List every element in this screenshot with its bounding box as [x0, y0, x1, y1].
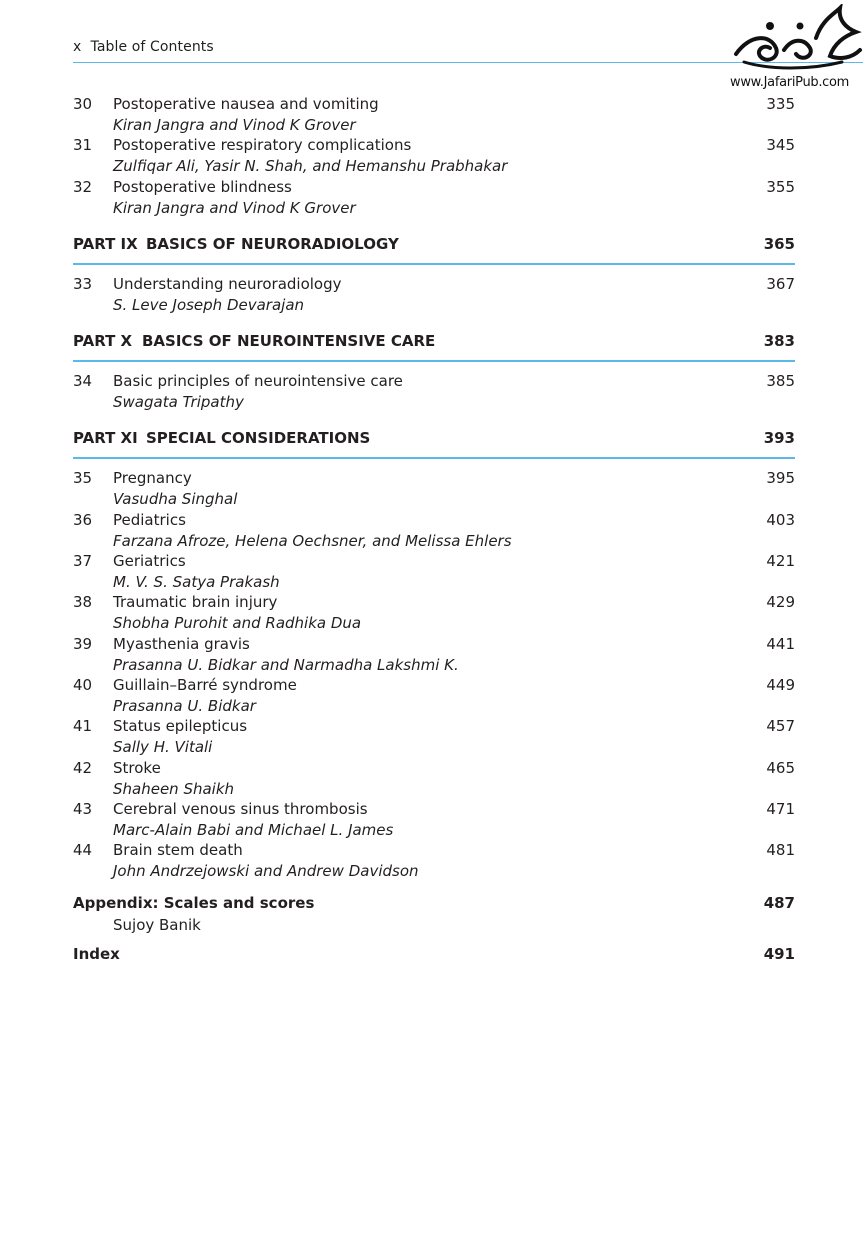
- page-number: 457: [766, 717, 795, 736]
- chapter-title: Postoperative nausea and vomiting: [113, 95, 379, 113]
- chapter-title: Basic principles of neurointensive care: [113, 372, 403, 391]
- page-number: 395: [766, 469, 795, 488]
- chapter-number: 34: [73, 372, 93, 391]
- chapter-title: Brain stem death: [113, 841, 243, 860]
- chapter-title: Stroke: [113, 758, 161, 777]
- chapter-group-3: [73, 372, 795, 413]
- chapter-number: 38: [73, 593, 93, 612]
- part-page-number: 393: [763, 429, 795, 448]
- toc-entry[interactable]: [73, 275, 795, 316]
- toc-entry[interactable]: [73, 800, 795, 841]
- chapter-author: S. Leve Joseph Devarajan: [113, 295, 305, 314]
- table-of-contents: [73, 95, 795, 967]
- chapter-title: Traumatic brain injury: [113, 593, 278, 612]
- chapter-number: 30: [73, 95, 93, 113]
- page-number: 367: [766, 274, 795, 293]
- running-head: [73, 39, 214, 55]
- chapter-title: Postoperative respiratory complications: [113, 136, 412, 155]
- toc-entry[interactable]: [73, 469, 795, 510]
- chapter-author: Vasudha Singhal: [113, 490, 238, 509]
- chapter-number: 44: [73, 841, 93, 860]
- folio: x: [73, 39, 82, 55]
- index-entry[interactable]: [73, 945, 795, 967]
- part-title: BASICS OF NEUROINTENSIVE CARE: [142, 332, 436, 351]
- chapter-title: Understanding neuroradiology: [113, 274, 342, 293]
- part-title: BASICS OF NEURORADIOLOGY: [146, 234, 399, 253]
- chapter-author: Zulfiqar Ali, Yasir N. Shah, and Hemanshu Prabhakar: [113, 157, 508, 176]
- chapter-number: 32: [73, 177, 93, 196]
- page-number: 345: [766, 136, 795, 155]
- chapter-author: Marc-Alain Babi and Michael L. James: [113, 820, 394, 839]
- page-number: 403: [766, 510, 795, 529]
- chapter-author: Prasanna U. Bidkar and Narmadha Lakshmi K.: [113, 655, 459, 674]
- chapter-title: Status epilepticus: [113, 717, 248, 736]
- toc-entry[interactable]: [73, 841, 795, 882]
- chapter-group-4: [73, 469, 795, 882]
- chapter-group-1: [73, 95, 795, 219]
- running-head-title: Table of Contents: [90, 39, 214, 55]
- page-number: 429: [766, 593, 795, 612]
- chapter-number: 41: [73, 717, 93, 736]
- part-page-number: 383: [763, 332, 795, 351]
- toc-entry[interactable]: [73, 95, 795, 136]
- page-number: 355: [766, 177, 795, 196]
- chapter-author: John Andrzejowski and Andrew Davidson: [113, 862, 419, 881]
- chapter-number: 37: [73, 552, 93, 571]
- calligraphy-logo-icon: [730, 4, 864, 74]
- appendix-entry[interactable]: [73, 894, 795, 916]
- part-label: PART XI: [73, 429, 138, 448]
- chapter-author: Kiran Jangra and Vinod K Grover: [113, 198, 356, 217]
- part-label: PART X: [73, 332, 133, 351]
- part-heading-xi[interactable]: [73, 429, 795, 459]
- chapter-author: Shaheen Shaikh: [113, 779, 235, 798]
- page-number: 465: [766, 758, 795, 777]
- part-heading-x[interactable]: [73, 332, 795, 362]
- chapter-title: Cerebral venous sinus thrombosis: [113, 799, 368, 818]
- chapter-title: Geriatrics: [113, 552, 186, 571]
- chapter-author: Prasanna U. Bidkar: [113, 696, 256, 715]
- chapter-number: 39: [73, 634, 93, 653]
- chapter-author: Swagata Tripathy: [113, 393, 244, 412]
- appendix-page-number: 487: [763, 894, 795, 913]
- logo-url-text: www.JafariPub.com: [730, 75, 850, 90]
- chapter-title: Pregnancy: [113, 469, 192, 488]
- chapter-number: 36: [73, 510, 93, 529]
- toc-entry[interactable]: [73, 136, 795, 177]
- index-title: Index: [73, 945, 120, 964]
- chapter-number: 33: [73, 274, 93, 293]
- toc-entry[interactable]: [73, 552, 795, 593]
- toc-entry[interactable]: [73, 178, 795, 219]
- toc-entry[interactable]: [73, 676, 795, 717]
- chapter-author: Shobha Purohit and Radhika Dua: [113, 614, 362, 633]
- toc-entry[interactable]: [73, 635, 795, 676]
- chapter-author: Sally H. Vitali: [113, 738, 213, 757]
- chapter-title: Guillain–Barré syndrome: [113, 675, 297, 694]
- toc-entry[interactable]: [73, 372, 795, 413]
- page-number: 335: [766, 95, 795, 113]
- index-page-number: 491: [763, 945, 795, 964]
- page-number: 471: [766, 799, 795, 818]
- appendix-title: Appendix: Scales and scores: [73, 894, 315, 913]
- chapter-number: 40: [73, 675, 93, 694]
- chapter-title: Pediatrics: [113, 510, 186, 529]
- page-number: 421: [766, 552, 795, 571]
- chapter-group-2: [73, 275, 795, 316]
- chapter-title: Postoperative blindness: [113, 177, 292, 196]
- part-heading-ix[interactable]: [73, 235, 795, 265]
- publisher-logo: [726, 4, 867, 92]
- toc-entry[interactable]: [73, 593, 795, 634]
- page-number: 481: [766, 841, 795, 860]
- chapter-title: Myasthenia gravis: [113, 634, 250, 653]
- chapter-number: 31: [73, 136, 93, 155]
- chapter-number: 42: [73, 758, 93, 777]
- chapter-author: Kiran Jangra and Vinod K Grover: [113, 116, 356, 134]
- part-page-number: 365: [763, 234, 795, 253]
- page-number: 385: [766, 372, 795, 391]
- page-number: 449: [766, 675, 795, 694]
- appendix-author: Sujoy Banik: [113, 916, 201, 935]
- toc-entry[interactable]: [73, 717, 795, 758]
- part-title: SPECIAL CONSIDERATIONS: [146, 429, 371, 448]
- chapter-author: Farzana Afroze, Helena Oechsner, and Melissa Ehlers: [113, 531, 512, 550]
- chapter-number: 35: [73, 469, 93, 488]
- chapter-author: M. V. S. Satya Prakash: [113, 573, 280, 592]
- page-number: 441: [766, 634, 795, 653]
- toc-entry[interactable]: [73, 759, 795, 800]
- chapter-number: 43: [73, 799, 93, 818]
- part-label: PART IX: [73, 234, 138, 253]
- toc-entry[interactable]: [73, 511, 795, 552]
